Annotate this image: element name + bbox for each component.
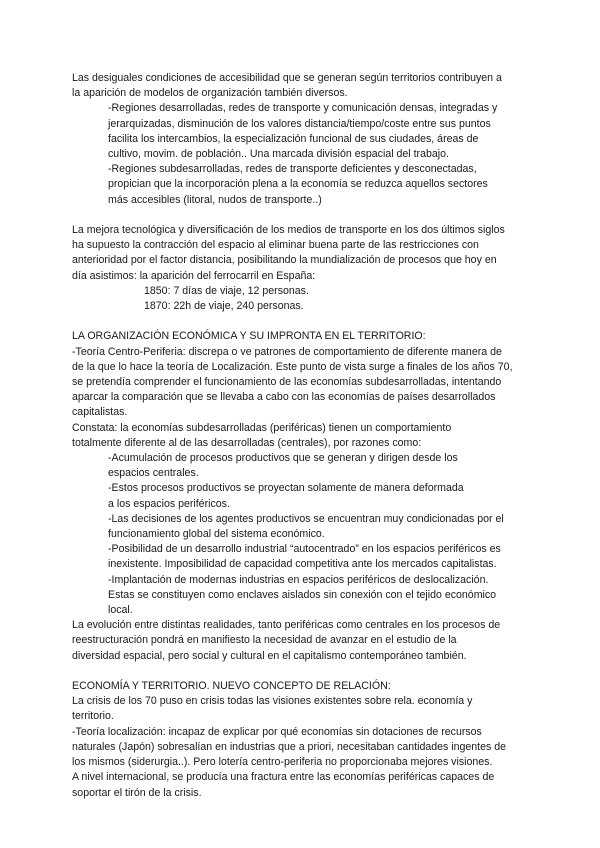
spacer (72, 664, 534, 679)
constata-paragraph: Constata: la economías subdesarrolladas (periféricas) tienen un comportamiento totalmente diferente al de las desarrolladas (centrales), por razones como: (72, 421, 452, 449)
spacer (72, 314, 534, 329)
developed-regions-item: -Regiones desarrolladas, redes de transporte y comunicación densas, integradas y jerarquizadas, disminución de los valores distancia/tiempo/coste entre sus puntos facilita los intercambios, la especialización funcional de sus ciudades, áreas de cultivo, movim. de población.. Una marcada división espacial del trabajo. (108, 102, 498, 161)
reason-item: -Estos procesos productivos se proyectan solamente de manera deformada a los espacios periféricos. (108, 482, 464, 510)
underdeveloped-regions-item: -Regiones subdesarrolladas, redes de transporte deficientes y desconectadas, propician que la incorporación plena a la economía se reduzca aquellos sectores más accesibles (litoral, nudos de transporte..) (108, 163, 488, 206)
reason-item: -Acumulación de procesos productivos que se generan y dirigen desde los espacios centrales. (108, 452, 458, 480)
reason-item: -Implantación de modernas industrias en espacios periféricos de deslocalización. Estas se constituyen como enclaves aislados sin conexión con el tejido económico local. (108, 573, 497, 617)
document-page (72, 71, 534, 801)
railway-fact-1870: 1870: 22h de viaje, 240 personas. (144, 300, 304, 313)
railway-fact-1850: 1850: 7 días de viaje, 12 personas. (144, 284, 309, 297)
evolution-paragraph: La evolución entre distintas realidades, tanto periféricas como centrales en los procesos de reestructuración pondrá en manifiesto la necesidad de avanzar en el estudio de la diversidad espacial, pero social y cultural en el capitalismo contemporáneo también. (72, 619, 501, 662)
reason-item: -Las decisiones de los agentes productivos se encuentran muy condicionadas por el funcionamiento global del sistema económico. (108, 512, 504, 541)
intro-paragraph: Las desiguales condiciones de accesibilidad que se generan según territorios contribuyen a la aparición de modelos de organización también diversos. (72, 72, 502, 100)
section-heading-organizacion: LA ORGANIZACIÓN ECONÓMICA Y SU IMPRONTA EN EL TERRITORIO: (72, 330, 426, 343)
spacer (72, 208, 534, 223)
crisis-paragraph: La crisis de los 70 puso en crisis todas las visiones existentes sobre rela. economía y territorio. (72, 695, 473, 723)
reason-item: -Posibilidad de un desarrollo industrial “autocentrado” en los espacios periféricos es inexistente. Imposibilidad de capacidad competitiva ante los mercados capitalistas. (108, 543, 501, 571)
centro-periferia-paragraph: -Teoría Centro-Periferia: discrepa o ve patrones de comportamiento de diferente manera de de la que lo hace la teoría de Localización. Este punto de vista surge a finales de los años 70, se pretendía comprender el funcionamiento de las economías subdesarrolladas, intentando aparcar la comparación que se llevaba a cabo con las economías de países desarrollados capitalistas. (72, 345, 513, 419)
internacional-paragraph: A nivel internacional, se producía una fractura entre las economías periféricas capaces de soportar el tirón de la crisis. (72, 771, 495, 799)
section-heading-economia: ECONOMÍA Y TERRITORIO. NUEVO CONCEPTO DE RELACIÓN: (72, 680, 391, 693)
transport-paragraph: La mejora tecnológica y diversificación de los medios de transporte en los dos últimos siglos ha supuesto la contracción del espacio al eliminar buena parte de las restricciones con anterioridad por el factor distancia, posibilitando la mundialización de procesos que hoy en día asistimos: la aparición del ferrocarril en España: (72, 224, 505, 282)
localizacion-paragraph: -Teoría localización: incapaz de explicar por qué economías sin dotaciones de recursos naturales (Japón) sobresalían en industrias que a priori, necesitaban cantidades ingentes de los mismos (siderurgia..). Pero lotería centro-periferia no proporcionaba mejores visiones. (72, 725, 507, 769)
